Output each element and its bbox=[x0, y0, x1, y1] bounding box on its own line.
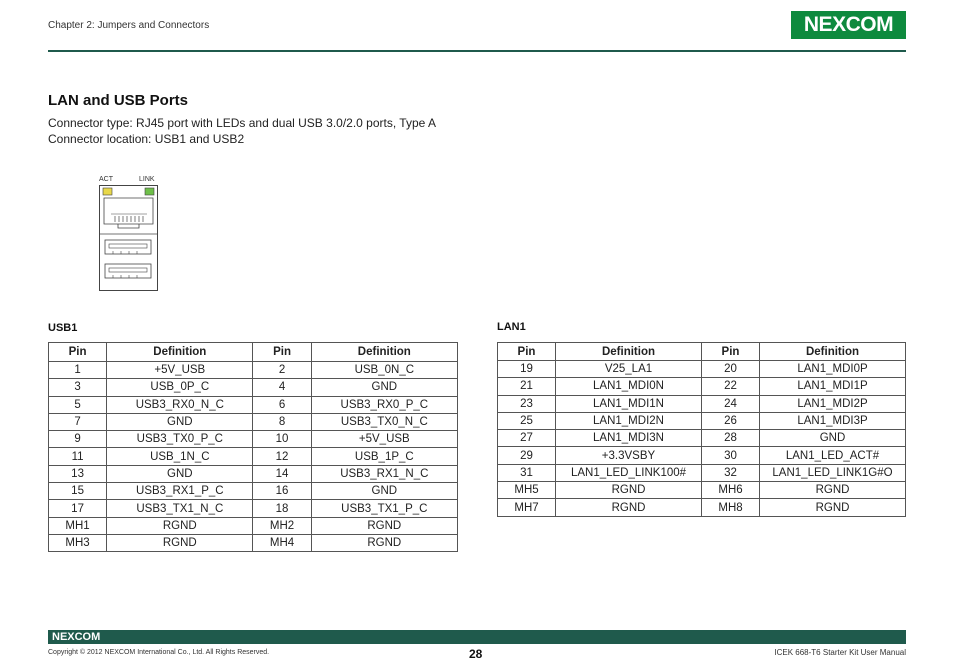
definition-cell: LAN1_MDI1P bbox=[760, 378, 906, 395]
copyright-text: Copyright © 2012 NEXCOM International Co., Ltd. All Rights Reserved. bbox=[48, 649, 270, 656]
pin-cell: 26 bbox=[702, 412, 760, 429]
definition-cell: RGND bbox=[556, 482, 702, 499]
pin-cell: 30 bbox=[702, 447, 760, 464]
pin-cell: 9 bbox=[49, 431, 107, 448]
table-header-row bbox=[498, 343, 906, 361]
table-row bbox=[498, 464, 906, 481]
pin-cell: 12 bbox=[253, 448, 311, 465]
table-row bbox=[498, 499, 906, 516]
definition-cell: GND bbox=[311, 379, 457, 396]
table-row bbox=[49, 396, 458, 413]
pin-cell: 21 bbox=[498, 378, 556, 395]
logo-text-right: COM bbox=[845, 13, 894, 36]
act-led bbox=[103, 188, 112, 195]
pin-cell: MH7 bbox=[498, 499, 556, 516]
connector-location-text: Connector location: USB1 and USB2 bbox=[48, 132, 245, 146]
link-led-label: LINK bbox=[139, 176, 155, 183]
definition-cell: USB_0P_C bbox=[107, 379, 253, 396]
definition-cell: GND bbox=[760, 430, 906, 447]
pin-cell: 18 bbox=[253, 500, 311, 517]
definition-cell: +3.3VSBY bbox=[556, 447, 702, 464]
pin-cell: 7 bbox=[49, 413, 107, 430]
table-row bbox=[498, 395, 906, 412]
definition-cell: +5V_USB bbox=[311, 431, 457, 448]
definition-cell: RGND bbox=[107, 534, 253, 551]
pin-cell: 4 bbox=[253, 379, 311, 396]
definition-cell: USB3_RX0_P_C bbox=[311, 396, 457, 413]
pin-cell: 15 bbox=[49, 483, 107, 500]
header-definition: Definition bbox=[311, 343, 457, 362]
table-row bbox=[49, 362, 458, 379]
pin-cell: MH3 bbox=[49, 534, 107, 551]
footer-square-icon bbox=[900, 638, 906, 644]
table-row bbox=[498, 412, 906, 429]
pin-cell: 6 bbox=[253, 396, 311, 413]
pin-cell: MH8 bbox=[702, 499, 760, 516]
pin-cell: 25 bbox=[498, 412, 556, 429]
pin-cell: 1 bbox=[49, 362, 107, 379]
lan-usb-connector-drawing bbox=[99, 176, 159, 292]
table-header-row bbox=[49, 343, 458, 362]
definition-cell: USB3_TX1_P_C bbox=[311, 500, 457, 517]
pin-cell: 28 bbox=[702, 430, 760, 447]
definition-cell: USB3_TX1_N_C bbox=[107, 500, 253, 517]
definition-cell: GND bbox=[107, 413, 253, 430]
pin-cell: 16 bbox=[253, 483, 311, 500]
definition-cell: LAN1_MDI2N bbox=[556, 412, 702, 429]
header-pin: Pin bbox=[702, 343, 760, 361]
definition-cell: USB3_RX1_N_C bbox=[311, 465, 457, 482]
pin-cell: 32 bbox=[702, 464, 760, 481]
pin-cell: 20 bbox=[702, 361, 760, 378]
footer-bar bbox=[48, 630, 906, 644]
chapter-heading: Chapter 2: Jumpers and Connectors bbox=[48, 20, 210, 31]
page-number: 28 bbox=[469, 647, 483, 661]
table-row bbox=[498, 430, 906, 447]
table-row bbox=[498, 482, 906, 499]
definition-cell: LAN1_MDI3N bbox=[556, 430, 702, 447]
header-pin: Pin bbox=[49, 343, 107, 362]
footer-logo: NEXCOM bbox=[52, 631, 101, 643]
pin-cell: 10 bbox=[253, 431, 311, 448]
definition-cell: V25_LA1 bbox=[556, 361, 702, 378]
pin-cell: 24 bbox=[702, 395, 760, 412]
definition-cell: LAN1_MDI0N bbox=[556, 378, 702, 395]
header-definition: Definition bbox=[107, 343, 253, 362]
definition-cell: RGND bbox=[760, 482, 906, 499]
table-row bbox=[49, 465, 458, 482]
pin-cell: MH4 bbox=[253, 534, 311, 551]
manual-title: ICEK 668-T6 Starter Kit User Manual bbox=[774, 648, 906, 657]
pin-cell: 27 bbox=[498, 430, 556, 447]
table-row bbox=[49, 517, 458, 534]
pin-cell: 5 bbox=[49, 396, 107, 413]
pin-cell: 13 bbox=[49, 465, 107, 482]
pin-cell: MH5 bbox=[498, 482, 556, 499]
definition-cell: RGND bbox=[556, 499, 702, 516]
definition-cell: USB_1P_C bbox=[311, 448, 457, 465]
pin-cell: MH1 bbox=[49, 517, 107, 534]
footer-square-icon bbox=[890, 630, 896, 636]
definition-cell: USB3_RX0_N_C bbox=[107, 396, 253, 413]
rj45-port bbox=[104, 198, 153, 224]
definition-cell: USB3_TX0_P_C bbox=[107, 431, 253, 448]
pin-cell: MH6 bbox=[702, 482, 760, 499]
table-row bbox=[49, 483, 458, 500]
definition-cell: LAN1_MDI2P bbox=[760, 395, 906, 412]
definition-cell: LAN1_LED_LINK100# bbox=[556, 464, 702, 481]
definition-cell: USB3_RX1_P_C bbox=[107, 483, 253, 500]
definition-cell: LAN1_LED_LINK1G#O bbox=[760, 464, 906, 481]
definition-cell: RGND bbox=[311, 517, 457, 534]
table-row bbox=[49, 534, 458, 551]
table-row bbox=[49, 448, 458, 465]
definition-cell: LAN1_LED_ACT# bbox=[760, 447, 906, 464]
definition-cell: USB_0N_C bbox=[311, 362, 457, 379]
link-led bbox=[145, 188, 154, 195]
pin-cell: 3 bbox=[49, 379, 107, 396]
header-definition: Definition bbox=[556, 343, 702, 361]
pin-cell: 17 bbox=[49, 500, 107, 517]
table-row bbox=[49, 431, 458, 448]
pin-cell: 29 bbox=[498, 447, 556, 464]
header-pin: Pin bbox=[253, 343, 311, 362]
pin-cell: 11 bbox=[49, 448, 107, 465]
table-row bbox=[49, 413, 458, 430]
definition-cell: USB3_TX0_N_C bbox=[311, 413, 457, 430]
definition-cell: RGND bbox=[107, 517, 253, 534]
header-rule bbox=[48, 50, 906, 52]
definition-cell: LAN1_MDI0P bbox=[760, 361, 906, 378]
logo-x-mark: X bbox=[832, 13, 846, 36]
pin-cell: 19 bbox=[498, 361, 556, 378]
table-row bbox=[49, 500, 458, 517]
header-definition: Definition bbox=[760, 343, 906, 361]
definition-cell: LAN1_MDI3P bbox=[760, 412, 906, 429]
definition-cell: LAN1_MDI1N bbox=[556, 395, 702, 412]
act-led-label: ACT bbox=[99, 176, 113, 183]
definition-cell: RGND bbox=[760, 499, 906, 516]
lan1-pin-table bbox=[497, 342, 906, 517]
pin-cell: 8 bbox=[253, 413, 311, 430]
definition-cell: USB_1N_C bbox=[107, 448, 253, 465]
pin-cell: MH2 bbox=[253, 517, 311, 534]
connector-type-text: Connector type: RJ45 port with LEDs and dual USB 3.0/2.0 ports, Type A bbox=[48, 116, 436, 130]
definition-cell: GND bbox=[107, 465, 253, 482]
table-row bbox=[49, 379, 458, 396]
pin-cell: 22 bbox=[702, 378, 760, 395]
pin-cell: 2 bbox=[253, 362, 311, 379]
pin-cell: 14 bbox=[253, 465, 311, 482]
definition-cell: RGND bbox=[311, 534, 457, 551]
pin-cell: 23 bbox=[498, 395, 556, 412]
pin-cell: 31 bbox=[498, 464, 556, 481]
nexcom-logo bbox=[791, 11, 906, 39]
section-title: LAN and USB Ports bbox=[48, 92, 189, 109]
table-row bbox=[498, 361, 906, 378]
definition-cell: +5V_USB bbox=[107, 362, 253, 379]
header-pin: Pin bbox=[498, 343, 556, 361]
table-row bbox=[498, 378, 906, 395]
lan1-table-label: LAN1 bbox=[497, 321, 526, 333]
table-row bbox=[498, 447, 906, 464]
usb1-pin-table bbox=[48, 342, 458, 552]
logo-text-left: NE bbox=[803, 13, 833, 36]
usb1-table-label: USB1 bbox=[48, 322, 78, 334]
definition-cell: GND bbox=[311, 483, 457, 500]
